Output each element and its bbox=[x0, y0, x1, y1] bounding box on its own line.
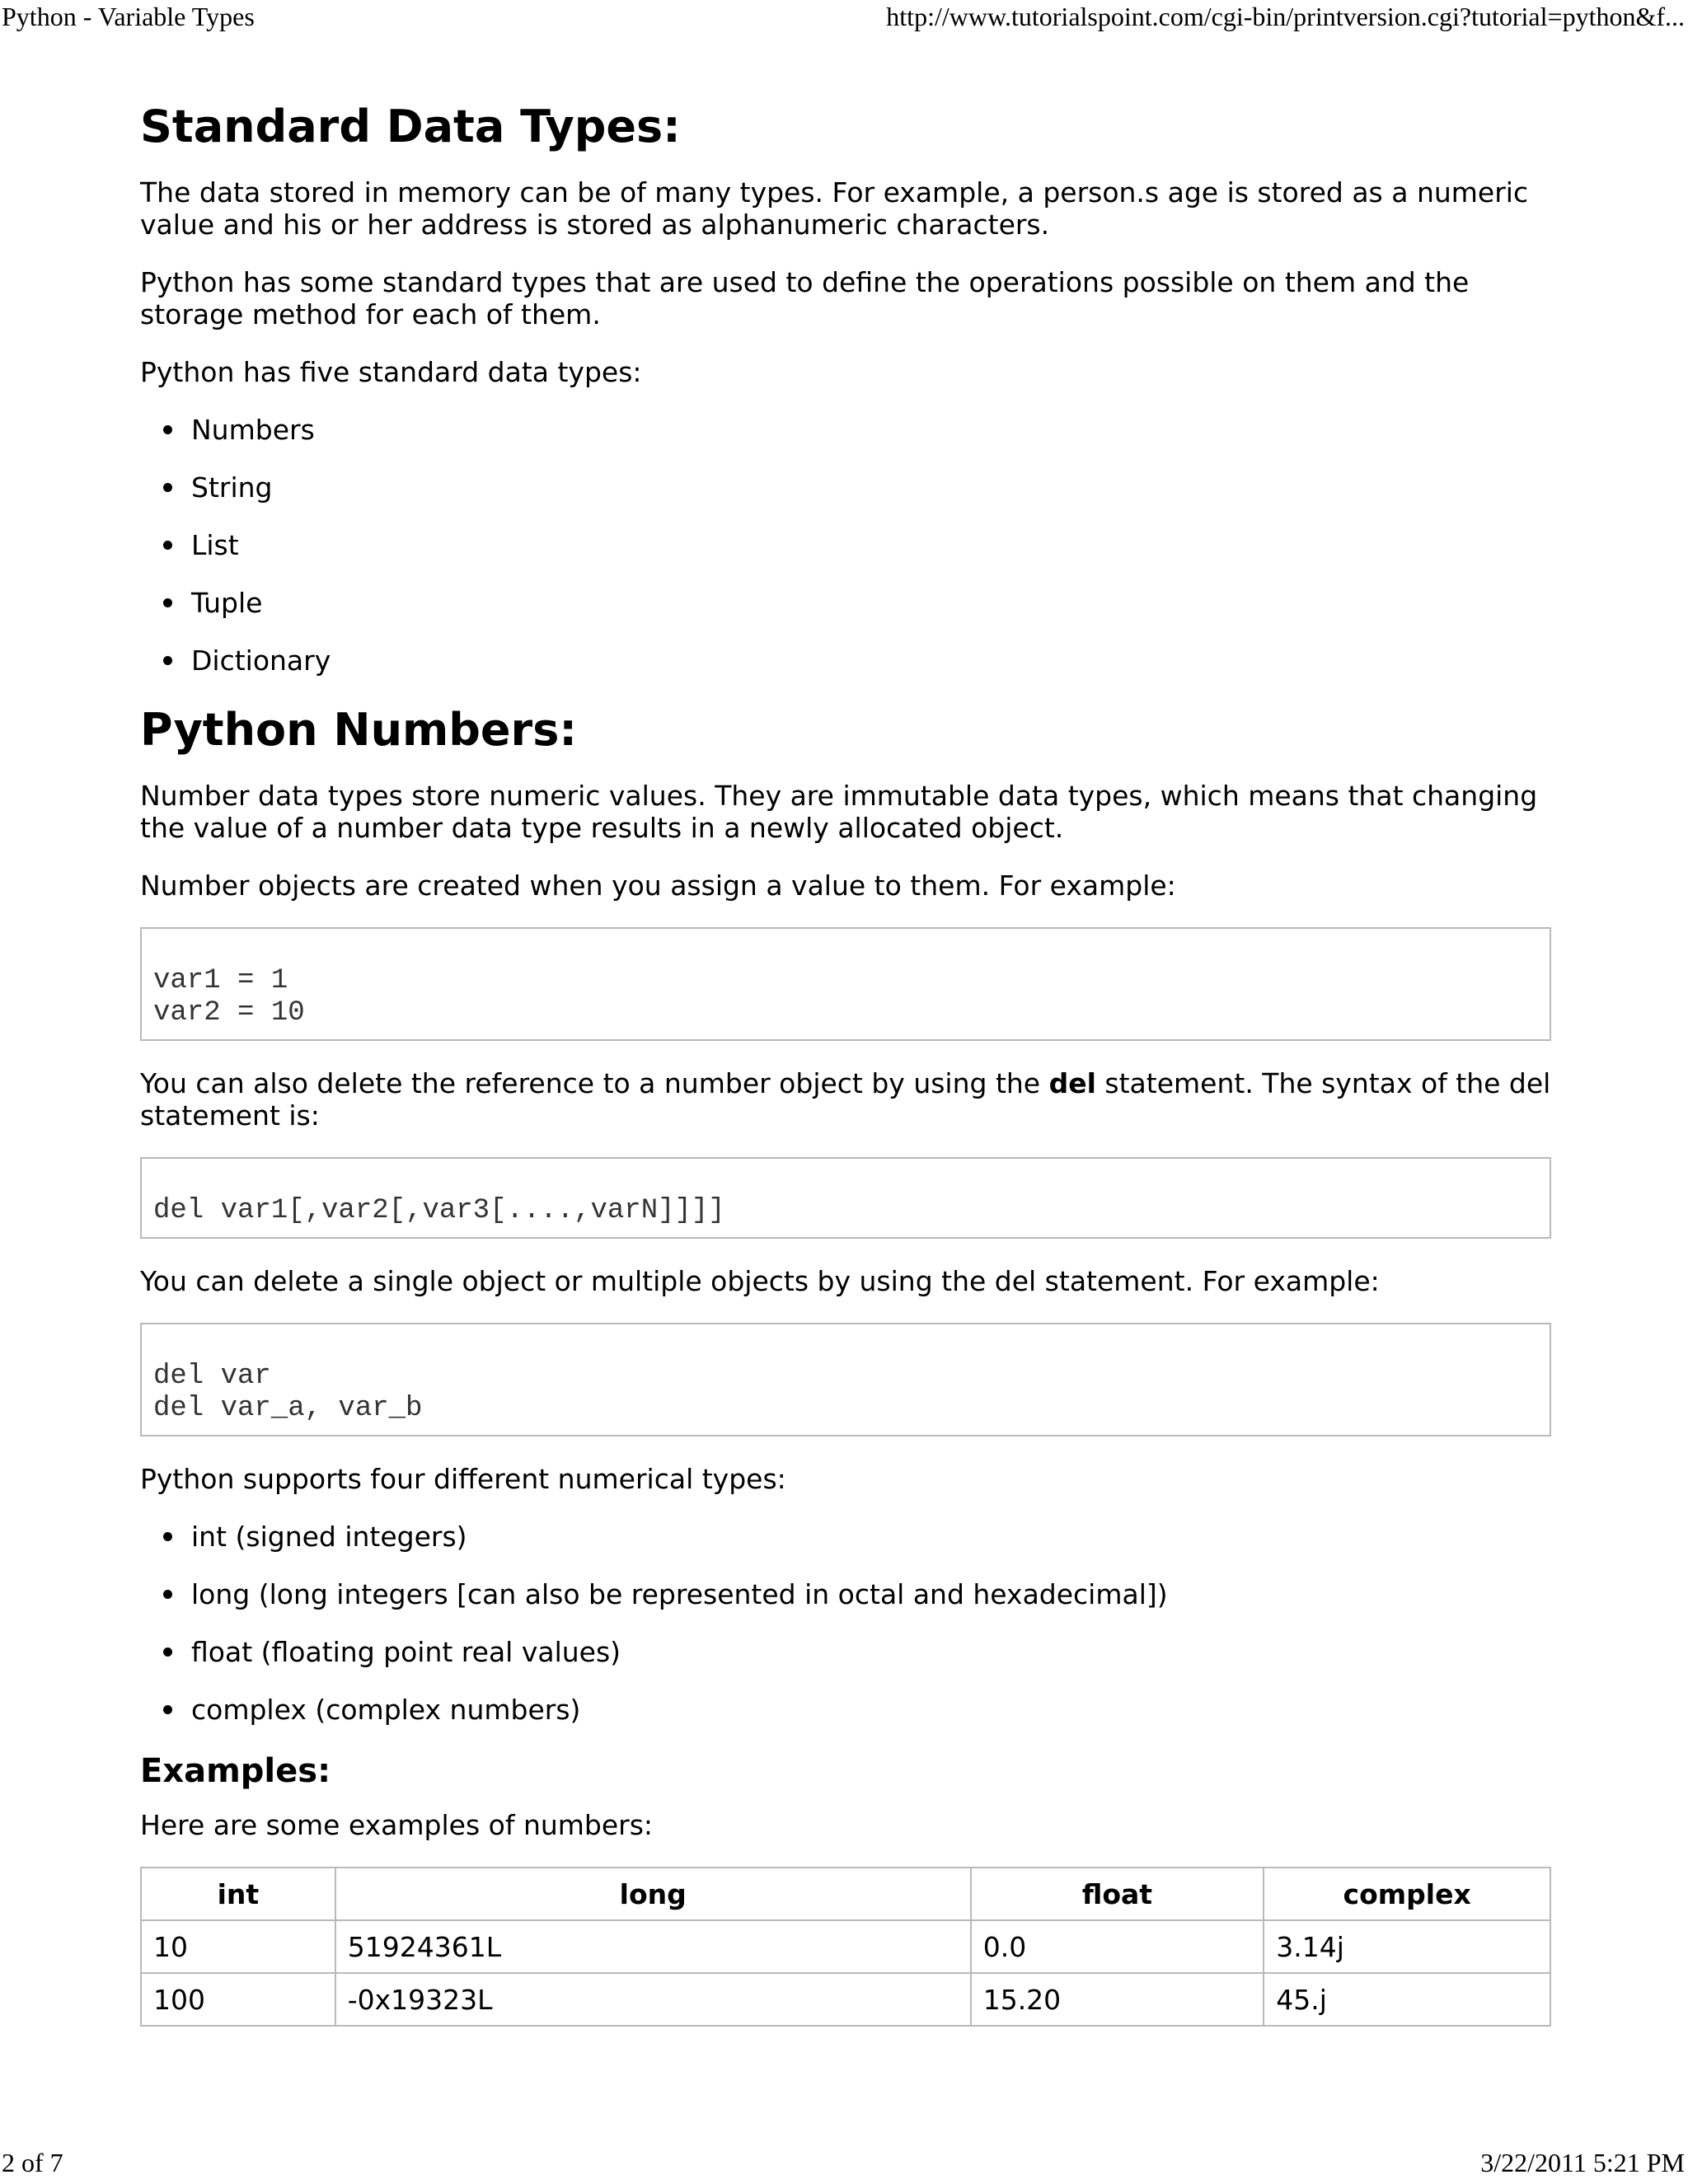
column-header: complex bbox=[1264, 1868, 1550, 1920]
code-line: var1 = 1 bbox=[153, 965, 288, 996]
code-line: var2 = 10 bbox=[153, 997, 305, 1029]
del-keyword: del bbox=[1048, 1067, 1096, 1099]
examples-heading: Examples: bbox=[140, 1752, 331, 1790]
print-header bbox=[0, 2, 1688, 35]
paragraph: Here are some examples of numbers: bbox=[140, 1809, 654, 1841]
page-number: 2 of 7 bbox=[2, 2148, 63, 2177]
print-datetime: 3/22/2011 5:21 PM bbox=[1480, 2148, 1685, 2177]
python-numbers-heading: Python Numbers: bbox=[140, 704, 577, 756]
paragraph: The data stored in memory can be of many types. For example, a person.s age is stored as a numeric value and his or her address is stored as alphanumeric characters. bbox=[140, 176, 1529, 241]
table-cell: 3.14j bbox=[1264, 1920, 1550, 1973]
print-footer bbox=[0, 2148, 1688, 2181]
column-header: int bbox=[141, 1868, 335, 1920]
list-item: float (floating point real values) bbox=[191, 1636, 1551, 1668]
paragraph: You can delete a single object or multiple objects by using the del statement. For example: bbox=[140, 1265, 1380, 1297]
list-item: Dictionary bbox=[191, 644, 1551, 677]
paragraph: Python has some standard types that are used to define the operations possible on them and the storage method for each of them. bbox=[140, 266, 1470, 330]
numeric-types-list bbox=[140, 1521, 1551, 1726]
table-cell: 45.j bbox=[1264, 1973, 1550, 2026]
paragraph-text: You can also delete the reference to a number object by using the bbox=[140, 1067, 1049, 1099]
page-title: Python - Variable Types bbox=[2, 2, 255, 31]
paragraph-text: statement. The syntax of the del statement is: bbox=[140, 1067, 1551, 1132]
code-block bbox=[140, 1157, 1551, 1239]
table-row bbox=[141, 1973, 1550, 2026]
table-row bbox=[141, 1920, 1550, 1973]
list-item: String bbox=[191, 471, 1551, 504]
table-cell: 10 bbox=[141, 1920, 335, 1973]
paragraph: Python supports four different numerical types: bbox=[140, 1463, 786, 1495]
paragraph: Number objects are created when you assign a value to them. For example: bbox=[140, 869, 1176, 902]
column-header: long bbox=[335, 1868, 971, 1920]
code-line: del var1[,var2[,var3[....,varN]]]] bbox=[153, 1195, 725, 1226]
list-item: Tuple bbox=[191, 587, 1551, 619]
standard-data-types-heading: Standard Data Types: bbox=[140, 101, 681, 152]
table-cell: -0x19323L bbox=[335, 1973, 971, 2026]
column-header: float bbox=[971, 1868, 1264, 1920]
paragraph: Python has five standard data types: bbox=[140, 356, 642, 388]
table-cell: 15.20 bbox=[971, 1973, 1264, 2026]
code-block bbox=[140, 927, 1551, 1041]
table-cell: 0.0 bbox=[971, 1920, 1264, 1973]
table-cell: 100 bbox=[141, 1973, 335, 2026]
list-item: long (long integers [can also be represented in octal and hexadecimal]) bbox=[191, 1578, 1551, 1610]
list-item: complex (complex numbers) bbox=[191, 1694, 1551, 1726]
page-url: http://www.tutorialspoint.com/cgi-bin/printversion.cgi?tutorial=python&f... bbox=[886, 2, 1685, 31]
paragraph bbox=[140, 1067, 1551, 1132]
paragraph: Number data types store numeric values. They are immutable data types, which means that changing the value of a number data type results in a newly allocated object. bbox=[140, 780, 1538, 844]
number-examples-table bbox=[140, 1867, 1551, 2027]
list-item: int (signed integers) bbox=[191, 1521, 1551, 1553]
list-item: Numbers bbox=[191, 414, 1551, 446]
list-item: List bbox=[191, 529, 1551, 561]
code-line: del var_a, var_b bbox=[153, 1393, 423, 1424]
page-content bbox=[140, 97, 1551, 2027]
table-cell: 51924361L bbox=[335, 1920, 971, 1973]
standard-types-list bbox=[140, 414, 1551, 677]
code-line: del var bbox=[153, 1361, 271, 1392]
table-header-row bbox=[141, 1868, 1550, 1920]
code-block bbox=[140, 1323, 1551, 1436]
